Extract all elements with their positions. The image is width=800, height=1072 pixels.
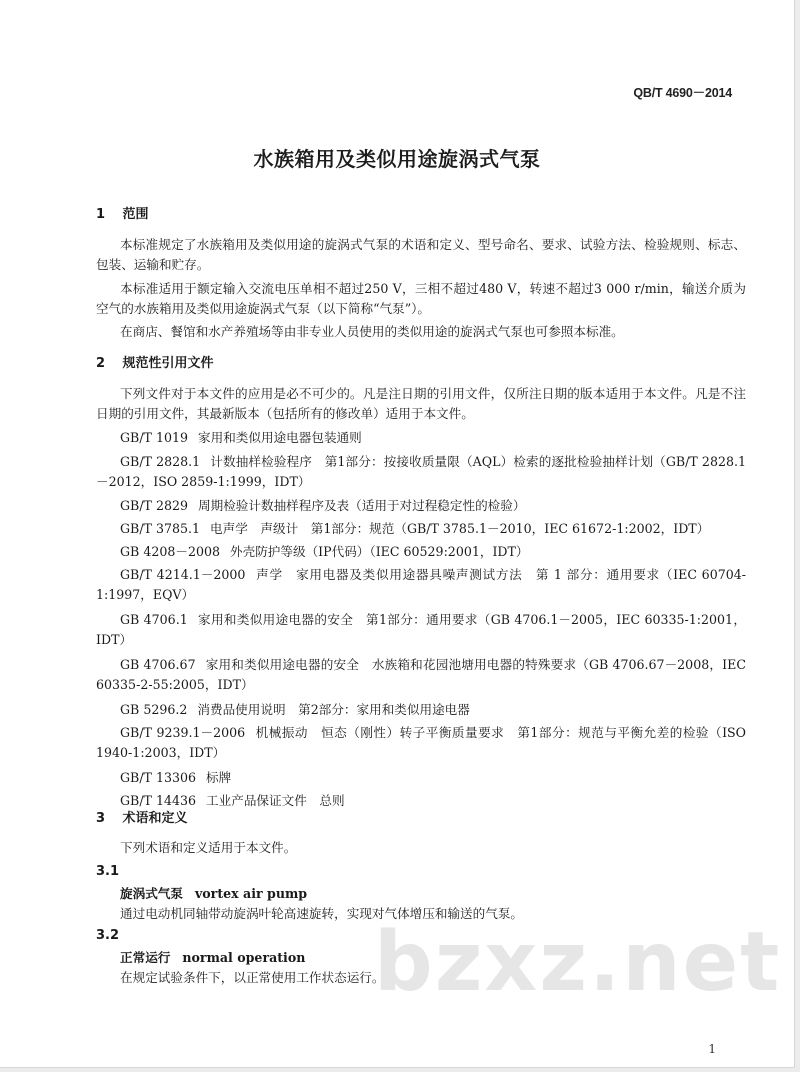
term-name-zh: 旋涡式气泵 — [120, 886, 183, 901]
reference-code: GB/T 3785.1 — [120, 521, 201, 536]
term-name — [120, 884, 307, 904]
term-name-zh: 正常运行 — [120, 950, 171, 965]
term-name-en: vortex air pump — [194, 886, 308, 901]
reference-item — [96, 452, 746, 492]
reference-title: 工业产品保证文件 总则 — [206, 793, 345, 808]
reference-code: GB/T 4214.1－2000 — [120, 567, 246, 582]
reference-title: 家用和类似用途电器的安全 水族箱和花园池塘用电器的特殊要求（GB 4706.67－2008，IEC 60335-2-55:2005，IDT） — [96, 657, 746, 692]
standard-code: QB/T 4690－2014 — [633, 86, 732, 100]
term-number: 3.1 — [96, 864, 120, 879]
reference-title: 周期检验计数抽样程序及表（适用于对过程稳定性的检验） — [198, 498, 526, 513]
reference-item — [96, 655, 746, 695]
section-heading-normative-references — [96, 354, 214, 374]
page-number: 1 — [708, 1042, 716, 1056]
section-title: 范围 — [122, 207, 149, 222]
reference-title: 家用和类似用途电器的安全 第1部分：通用要求（GB 4706.1－2005，IEC 60335-1:2001，IDT） — [96, 612, 746, 647]
reference-item — [96, 700, 746, 720]
reference-code: GB 4706.1 — [120, 612, 188, 627]
reference-item — [96, 519, 746, 539]
document-title: 水族箱用及类似用途旋涡式气泵 — [253, 147, 541, 171]
reference-code: GB 4706.67 — [120, 657, 196, 672]
section-heading-terms-definitions — [96, 809, 188, 829]
watermark: bzxz.net — [374, 915, 782, 1010]
term-number: 3.2 — [96, 928, 120, 943]
paragraph: 下列文件对于本文件的应用是必不可少的。凡是注日期的引用文件，仅所注日期的版本适用于本文件。凡是不注日期的引用文件，其最新版本（包括所有的修改单）适用于本文件。 — [96, 386, 746, 421]
term-definition: 在规定试验条件下，以正常使用工作状态运行。 — [120, 970, 385, 985]
paragraph: 本标准规定了水族箱用及类似用途的旋涡式气泵的术语和定义、型号命名、要求、试验方法、检验规则、标志、包装、运输和贮存。 — [96, 237, 746, 272]
reference-title: 外壳防护等级（IP代码）（IEC 60529:2001，IDT） — [230, 544, 529, 559]
reference-item — [96, 542, 746, 562]
section-title: 术语和定义 — [122, 811, 188, 826]
reference-title: 标牌 — [206, 770, 232, 785]
reference-title: 声学 家用电器及类似用途器具噪声测试方法 第 1 部分：通用要求（IEC 60704-1:1997，EQV） — [96, 567, 746, 602]
section-title: 规范性引用文件 — [122, 356, 214, 371]
reference-title: 家用和类似用途电器包装通则 — [198, 430, 362, 445]
section-heading-scope — [96, 205, 149, 225]
reference-code: GB/T 14436 — [120, 793, 197, 808]
section-number: 3 — [96, 811, 106, 826]
reference-item — [96, 791, 746, 811]
section-number: 1 — [96, 207, 106, 222]
reference-code: GB 4208－2008 — [120, 544, 221, 559]
reference-code: GB/T 2828.1 — [120, 454, 201, 469]
reference-item — [96, 428, 746, 448]
reference-item — [96, 610, 746, 650]
reference-code: GB/T 2829 — [120, 498, 189, 513]
paragraph: 本标准适用于额定输入交流电压单相不超过250 V，三相不超过480 V，转速不超过3 000 r/min，输送介质为空气的水族箱用及类似用途旋涡式气泵（以下简称“气泵”）。 — [96, 281, 746, 316]
reference-title: 消费品使用说明 第2部分：家用和类似用途电器 — [197, 702, 470, 717]
reference-item — [96, 768, 746, 788]
reference-title: 电声学 声级计 第1部分：规范（GB/T 3785.1－2010，IEC 61672-1:2002，IDT） — [210, 521, 710, 536]
term-name — [120, 948, 305, 968]
reference-code: GB/T 9239.1－2006 — [120, 725, 246, 740]
reference-title: 计数抽样检验程序 第1部分：按接收质量限（AQL）检索的逐批检验抽样计划（GB/T 2828.1－2012，ISO 2859-1:1999，IDT） — [96, 454, 746, 489]
reference-item — [96, 565, 746, 605]
section-number: 2 — [96, 356, 106, 371]
reference-code: GB 5296.2 — [120, 702, 188, 717]
reference-code: GB/T 13306 — [120, 770, 197, 785]
reference-code: GB/T 1019 — [120, 430, 189, 445]
reference-item — [96, 496, 746, 516]
reference-title: 机械振动 恒态（刚性）转子平衡质量要求 第1部分：规范与平衡允差的检验（ISO 1940-1:2003，IDT） — [96, 725, 746, 760]
paragraph: 下列术语和定义适用于本文件。 — [120, 840, 297, 855]
reference-item — [96, 723, 746, 763]
term-definition: 通过电动机同轴带动旋涡叶轮高速旋转，实现对气体增压和输送的气泵。 — [120, 906, 523, 921]
term-name-en: normal operation — [182, 950, 306, 965]
paragraph: 在商店、餐馆和水产养殖场等由非专业人员使用的类似用途的旋涡式气泵也可参照本标准。 — [120, 324, 624, 339]
